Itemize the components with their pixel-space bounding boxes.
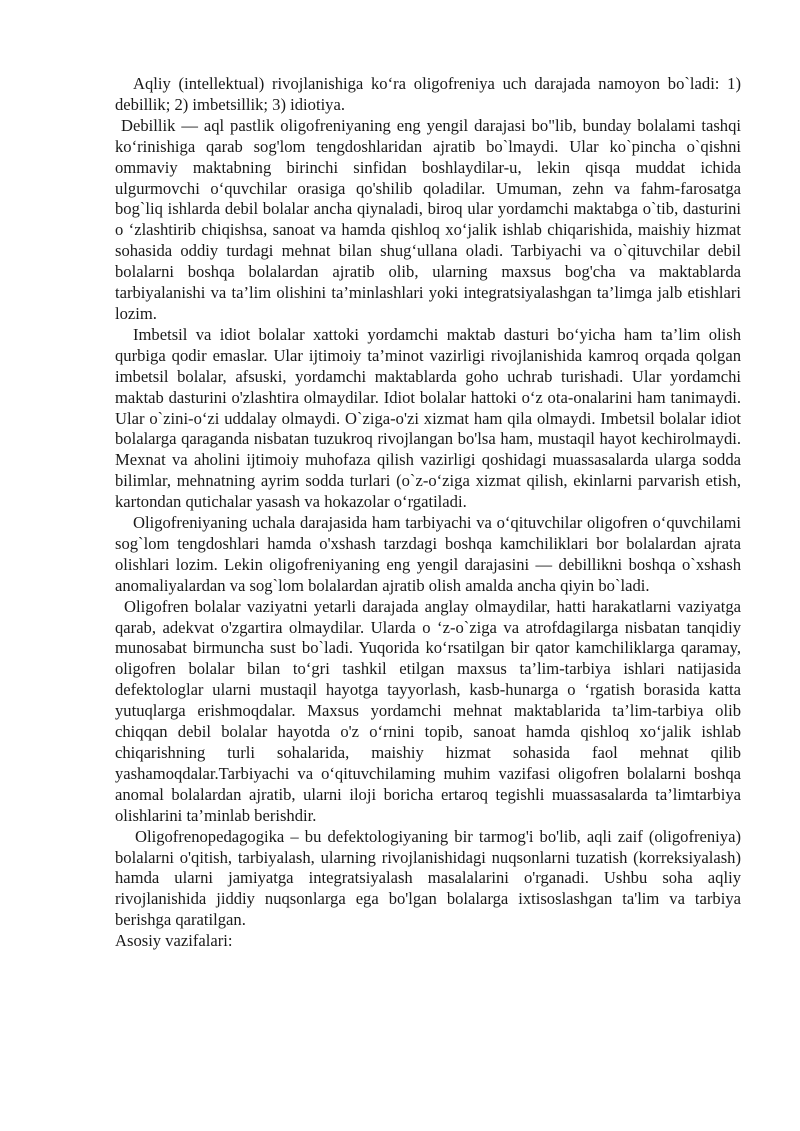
paragraph-oligophrenopedagogy: Oligofrenopedagogika – bu defektologiyaning bir tarmog'i bo'lib, aqli zaif (oligofreniya) bolalarni o'qitish, tarbiyalash, ularning rivojlanishidagi nuqsonlarni tuzatish (korreksiyalash) hamda ularni jamiyatga integratsiyalash masalalarini o'rganadi. Ushbu soha aqliy rivojlanishida jiddiy nuqsonlarga ega bo'lgan bolalarga ixtisoslashgan ta'lim va tarbiya berishga qaratilgan. [115, 826, 741, 930]
paragraph-differentiation: Oligofreniyaning uchala darajasida ham tarbiyachi va o‘qituvchilar oligofren o‘quvchilami sog`lom tengdoshlari hamda o'xshash tarzdagi boshqa kamchiliklari bor bolalardan ajrata olishlari lozim. Lekin oligofreniyaning eng yengil darajasini — debillikni boshqa o`xshash anomaliyalardan va sog`lom bolalardan ajratib olish amalda ancha qiyin bo`ladi. [115, 513, 741, 595]
paragraph-debility: Debillik — aql pastlik oligofreniyaning eng yengil darajasi bo"lib, bunday bolalami tashqi ko‘rinishiga qarab sog'lom tengdoshlaridan ajratib bo`lmaydi. Ular ko`pincha o`qishni ommaviy maktabning birinchi sinfidan boshlaydilar-u, lekin qisqa muddat ichida ulgurmovchi o‘quvchilar orasiga qo'shilib qoladilar. Umuman, zehn va fahm-farosatga bog`liq ishlarda debil bolalar ancha qiynaladi, biroq ular yordamchi maktabga o`tib, dasturini o ‘zlashtirib chiqishsa, sanoat va hamda qishloq xo‘jalik ishlab chiqarishida, maishiy hizmat sohasida oddiy turdagi mehnat bilan shug‘ullana oladi. Tarbiyachi va o`qituvchilar debil bolalarni boshqa bolalardan ajratib olib, ularning maxsus bog'cha va maktablarda tarbiyalanishi va ta’lim olishini ta’minlashlari yoki integratsiyalashgan ta’limga jalb etishlari lozim. [115, 115, 741, 323]
paragraph-oligophrenic-children: Oligofren bolalar vaziyatni yetarli darajada anglay olmaydilar, hatti harakatlarni vaziyatga qarab, adekvat o'zgartira olmaydilar. Ularda o ‘z-o`ziga va atrofdagilarga nisbatan tanqidiy munosabat birmuncha sust bo`ladi. Yuqorida ko‘rsatilgan bir qator kamchiliklarga qaramay, oligofren bolalar bilan to‘gri tashkil etilgan maxsus ta’lim-tarbiya ishlari natijasida defektologlar ularni mustaqil hayotga tayyorlash, kasb-hunarga o ‘rgatish borasida katta yutuqlarga erishmoqdalar. Maxsus yordamchi mehnat maktablarida ta’lim-tarbiya olib chiqqan debil bolalar hayotda o'z o‘rnini topib, sanoat hamda qishloq xo‘jalik ishlab chiqarishning turli sohalarida, maishiy hizmat sohasida faol mehnat qilib yashamoqdalar.Tarbiyachi va o‘qituvchilaming muhim vazifasi oligofren bolalarni boshqa anomal bolalardan ajratib, ularni iloji boricha ertaroq tegishli muassasalarda ta’limtarbiya olishlarini ta’minlab berishdir. [115, 596, 741, 825]
paragraph-intellectual-levels: Aqliy (intellektual) rivojlanishiga ko‘ra oligofreniya uch darajada namoyon bo`ladi: 1) debillik; 2) imbetsillik; 3) idiotiya. [115, 74, 741, 114]
heading-main-tasks: Asosiy vazifalari: [115, 931, 233, 951]
paragraph-imbecility-idiocy: Imbetsil va idiot bolalar xattoki yordamchi maktab dasturi bo‘yicha ham ta’lim olish qurbiga qodir emaslar. Ular ijtimoiy ta’minot vazirligi rivojlanishida kamroq orqada qolgan imbetsil bolalar, afsuski, yordamchi maktablarda goho uchrab turishadi. Ular yordamchi maktab dasturini o'zlashtira olmaydilar. Idiot bolalar hattoki o‘z ota-onalarini ham tanimaydi. Ular o`zini-o‘zi uddalay olmaydi. O`ziga-o'zi xizmat ham qila olmaydi. Imbetsil bolalar idiot bolalarga qaraganda nisbatan tuzukroq rivojlangan bo'lsa ham, mustaqil hayot kechirolmaydi. Mexnat va aholini ijtimoiy muhofaza qilish vazirligi qoshidagi muassasalarda ularga sodda bilimlar, mehnatning ayrim sodda turlari (o`z-o‘ziga xizmat qilish, ekinlarni parvarish etish, kartondan qutichalar yasash va hokazolar o‘rgatiladi. [115, 324, 741, 512]
document-body [115, 74, 741, 952]
